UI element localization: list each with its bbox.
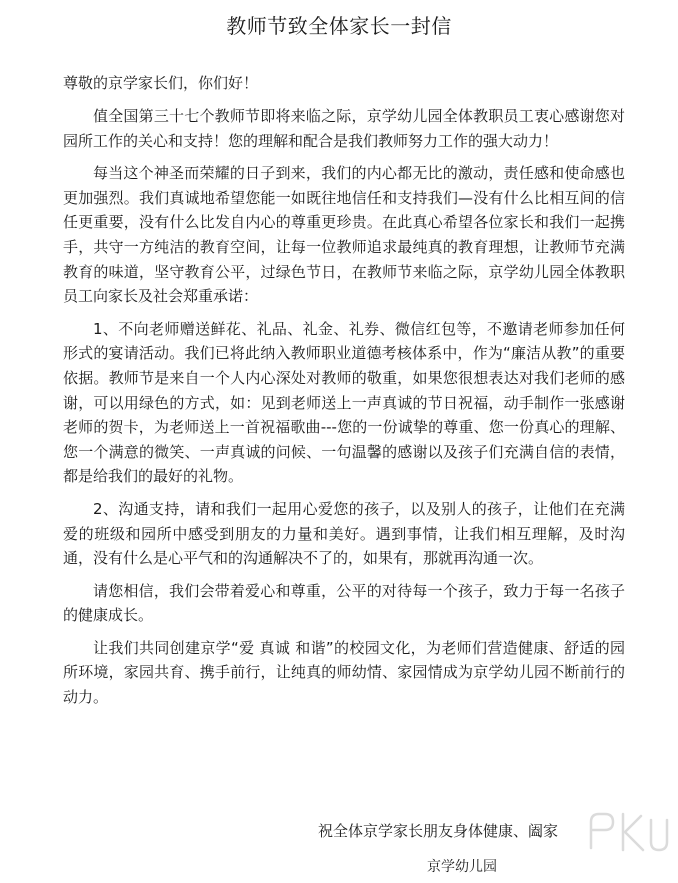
paragraph-commitment: 每当这个神圣而荣耀的日子到来，我们的内心都无比的激动，责任感和使命感也更加强烈。我们真诚地希望您能一如既往地信任和支持我们—没有什么比相互间的信任更重要，没有什么比发自内心的尊重更珍贵。在此真心希望各位家长和我们一起携手，共守一方纯洁的教育空间，让每一位教师追求最纯真的教育理想，让教师节充满教育的味道，坚守教育公平，过绿色节日，在教师节来临之际，京学幼儿园全体教职员工向家长及社会郑重承诺： <box>63 164 625 306</box>
paragraph-culture: 让我们共同创建京学“爱 真诚 和谐”的校园文化，为老师们营造健康、舒适的园所环境，家园共育、携手前行，让纯真的师幼情、家园情成为京学幼儿园不断前行的动力。 <box>63 638 625 707</box>
paragraph-trust: 请您相信，我们会带着爱心和尊重，公平的对待每一个孩子，致力于每一名孩子的健康成长。 <box>63 581 625 625</box>
letter-body <box>63 104 625 718</box>
paragraph-intro: 值全国第三十七个教师节即将来临之际，京学幼儿园全体教职员工衷心感谢您对园所工作的关心和支持！您的理解和配合是我们教师努力工作的强大动力！ <box>63 107 625 150</box>
letter-salutation: 尊敬的京学家长们，你们好！ <box>63 74 259 92</box>
letter-closing: 祝全体京学家长朋友身体健康、阖家 <box>318 822 559 840</box>
paragraph-pledge-2: 2、沟通支持，请和我们一起用心爱您的孩子，以及别人的孩子，让他们在充满爱的班级和园所中感受到朋友的力量和美好。遇到事情，让我们相互理解，及时沟通，没有什么是心平气和的沟通解决不了的，如果有，那就再沟通一次。 <box>63 499 625 568</box>
paragraph-pledge-1: 1、不向老师赠送鲜花、礼品、礼金、礼券、微信红包等，不邀请老师参加任何形式的宴请活动。我们已将此纳入教师职业道德考核体系中，作为“廉洁从教”的重要依据。教师节是来自一个人内心深处对教师的敬重，如果您很想表达对我们老师的感谢，可以用绿色的方式，如：见到老师送上一声真诚的节日祝福，动手制作一张感谢老师的贺卡，为老师送上一首祝福歌曲---您的一份诚挚的尊重、您一份真心的理解、您一个满意的微笑、一声真诚的问候、一句温馨的感谢以及孩子们充满自信的表情，都是给我们的最好的礼物。 <box>63 319 625 486</box>
letter-signature: 京学幼儿园 <box>427 859 497 875</box>
letter-title: 教师节致全体家长一封信 <box>226 14 452 38</box>
watermark-logo <box>583 800 673 870</box>
